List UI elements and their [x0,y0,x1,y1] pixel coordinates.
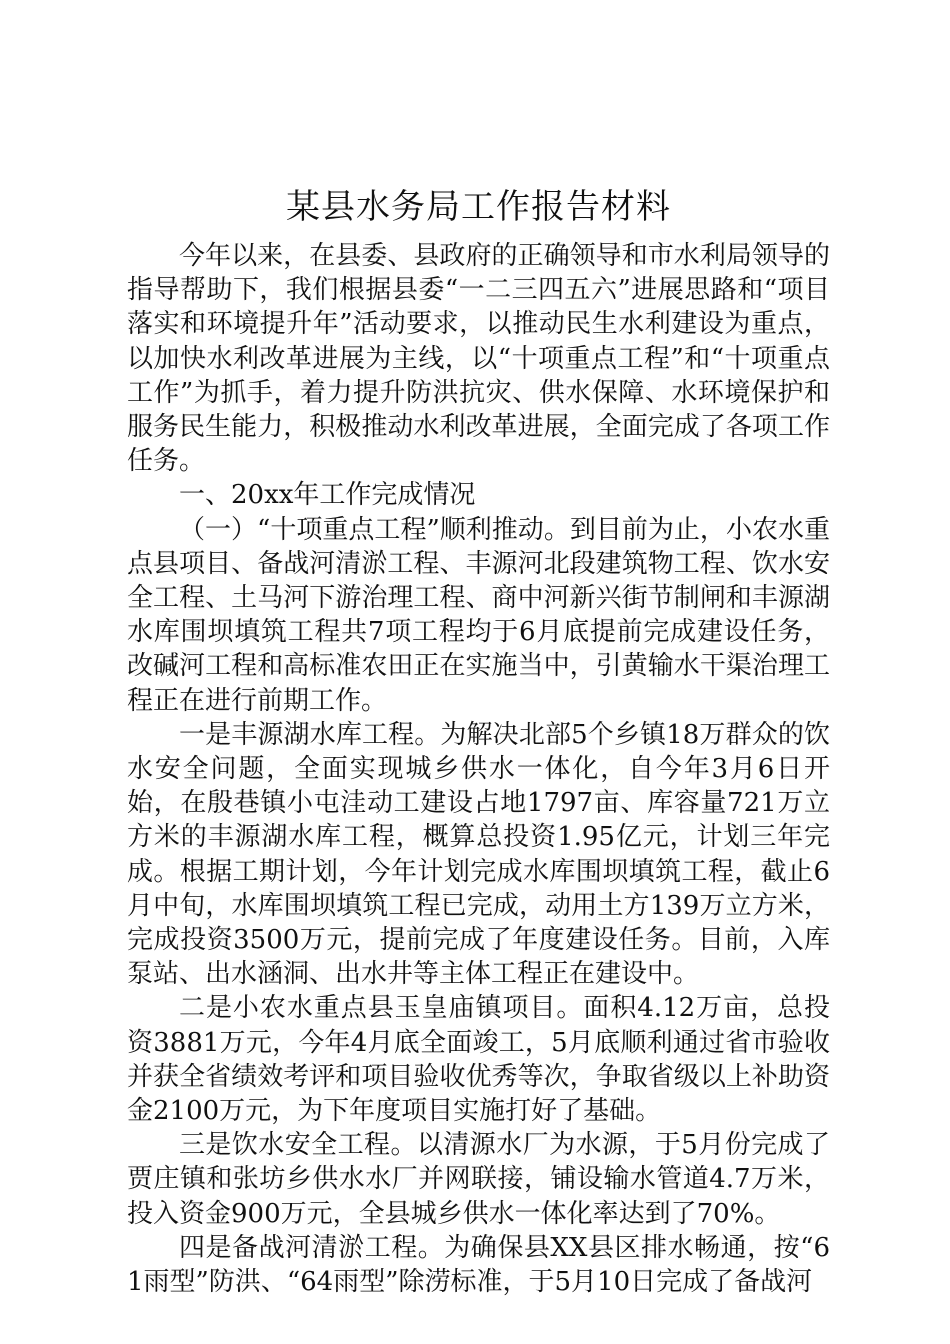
document-body [127,183,830,1299]
subsection-paragraph: （一）“十项重点工程”顺利推动。到目前为止，小农水重点县项目、备战河清淤工程、丰源河北段建筑物工程、饮水安全工程、土马河下游治理工程、商中河新兴街节制闸和丰源湖水库围坝填筑工程共7项工程均于6月底提前完成建设任务，改碱河工程和高标准农田正在实施当中，引黄输水干渠治理工程正在进行前期工作。 [127,514,830,716]
document-title: 某县水务局工作报告材料 [286,187,671,227]
intro-paragraph: 今年以来，在县委、县政府的正确领导和市水利局领导的指导帮助下，我们根据县委“一二三四五六”进展思路和“项目落实和环境提升年”活动要求，以推动民生水利建设为重点，以加快水利改革进展为主线，以“十项重点工程”和“十项重点工作”为抓手，着力提升防洪抗灾、供水保障、水环境保护和服务民生能力，积极推动水利改革进展，全面完成了各项工作任务。 [127,241,830,477]
item-paragraph-irrigation: 二是小农水重点县玉皇庙镇项目。面积4.12万亩，总投资3881万元，今年4月底全面竣工，5月底顺利通过省市验收并获全省绩效考评和项目验收优秀等次，争取省级以上补助资金2100万元，为下年度项目实施打好了基础。 [127,993,830,1127]
section-heading: 一、20xx年工作完成情况 [179,480,476,511]
item-paragraph-reservoir: 一是丰源湖水库工程。为解决北部5个乡镇18万群众的饮水安全问题，全面实现城乡供水一体化，自今年3月6日开始，在殷巷镇小屯洼动工建设占地1797亩、库容量721万立方米的丰源湖水库工程，概算总投资1.95亿元，计划三年完成。根据工期计划，今年计划完成水库围坝填筑工程，截止6月中旬，水库围坝填筑工程已完成，动用土方139万立方米，完成投资3500万元，提前完成了年度建设任务。目前，入库泵站、出水涵洞、出水井等主体工程正在建设中。 [127,719,830,990]
item-paragraph-river-dredging: 四是备战河清淤工程。为确保县XX县区排水畅通，按“61雨型”防洪、“64雨型”除涝标准，于5月10日完成了备战河 [127,1232,830,1298]
item-paragraph-drinking-water: 三是饮水安全工程。以清源水厂为水源，于5月份完成了贾庄镇和张坊乡供水水厂并网联接，铺设输水管道4.7万米，投入资金900万元，全县城乡供水一体化率达到了70%。 [127,1130,830,1229]
